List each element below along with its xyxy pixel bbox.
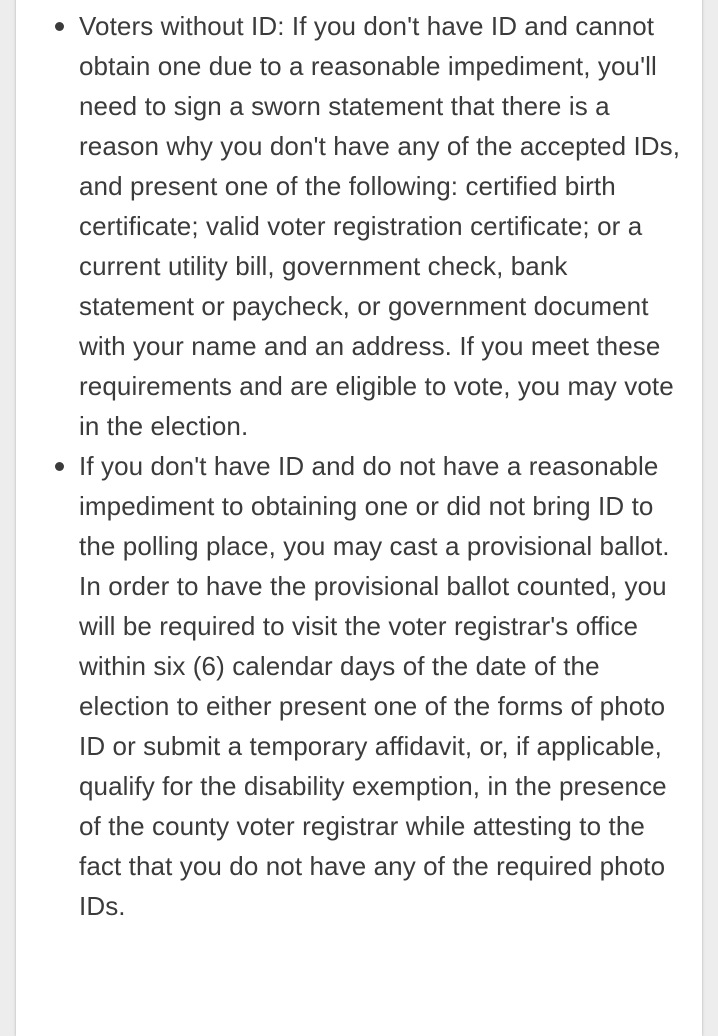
- list-item-provisional-ballot: [16, 446, 702, 926]
- content-card: [16, 0, 702, 1036]
- list-item-text: If you don't have ID and do not have a reasonable impediment to obtaining one or did not bring ID to the polling place, you may cast a provisional ballot. In order to have the provisional ballot counted, you will be required to visit the voter registrar's office within six (6) calendar days of the date of the election to either present one of the forms of photo ID or submit a temporary affidavit, or, if applicable, qualify for the disability exemption, in the presence of the county voter registrar while attesting to the fact that you do not have any of the required photo IDs.: [79, 451, 670, 921]
- list-item-voters-without-id: [16, 6, 702, 446]
- bullet-dot-icon: [55, 462, 64, 471]
- bullet-dot-icon: [55, 22, 64, 31]
- bullet-list: [16, 6, 702, 926]
- list-item-text: Voters without ID: If you don't have ID and cannot obtain one due to a reasonable impediment, you'll need to sign a sworn statement that there is a reason why you don't have any of the accepted IDs, and present one of the following: certified birth certificate; valid voter registration certificate; or a current utility bill, government check, bank statement or paycheck, or government document with your name and an address. If you meet these requirements and are eligible to vote, you may vote in the election.: [79, 11, 681, 441]
